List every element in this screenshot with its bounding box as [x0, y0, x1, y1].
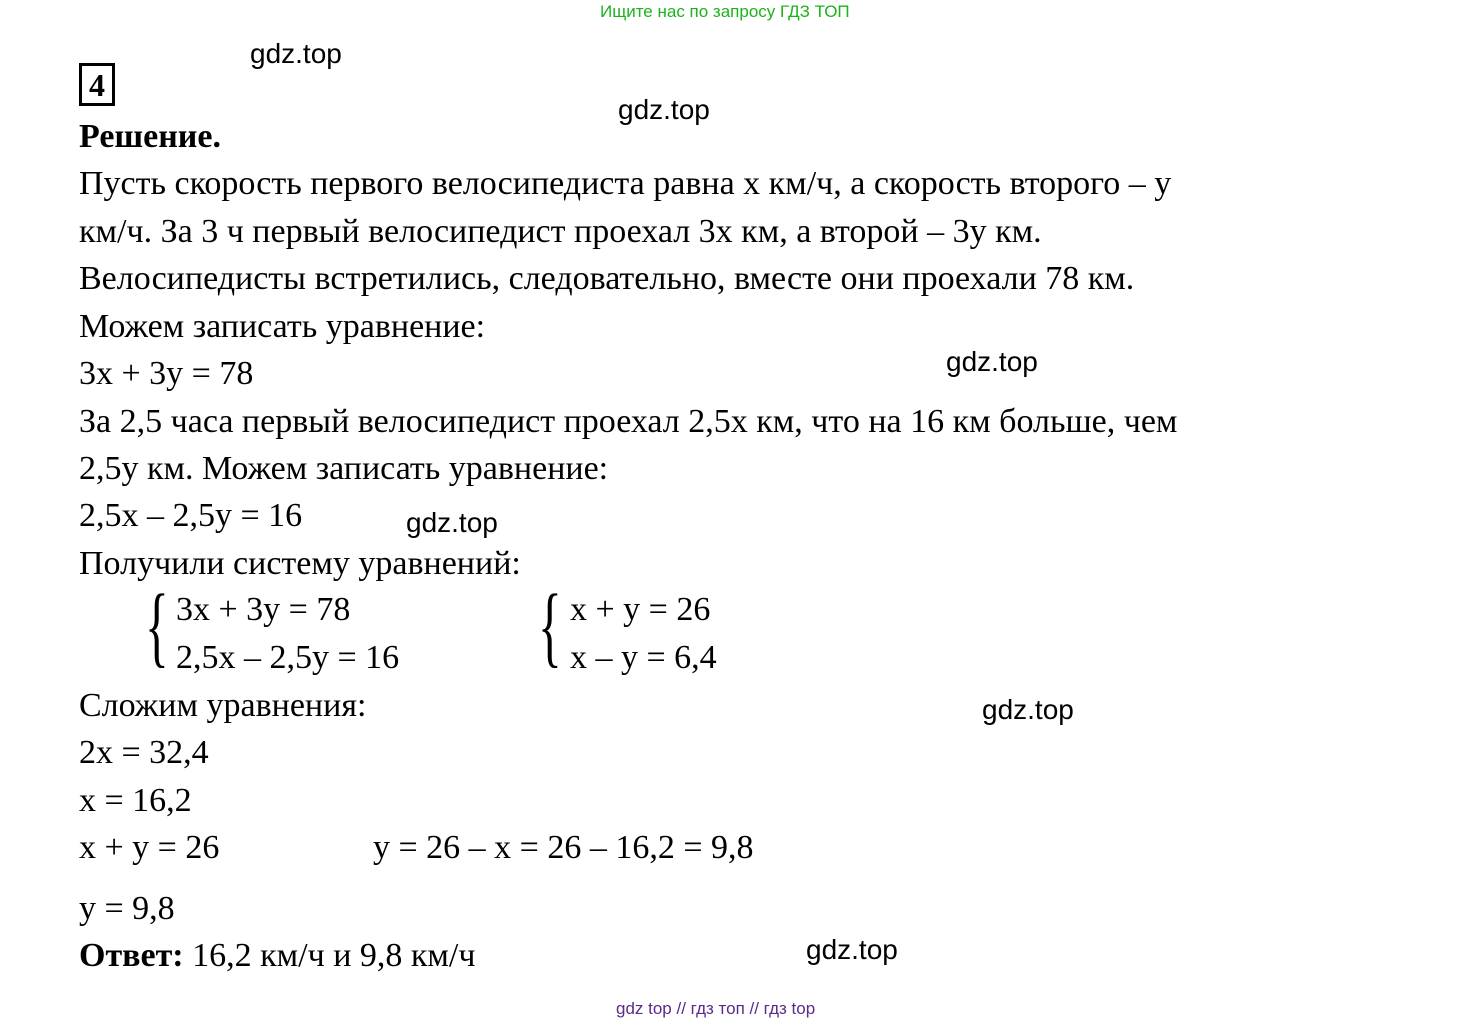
search-banner: Ищите нас по запросу ГДЗ ТОП [600, 2, 850, 21]
brace-icon: { [145, 577, 169, 676]
watermark: gdz.top [946, 346, 1038, 377]
watermark: gdz.top [406, 507, 498, 538]
answer-label: Ответ: [79, 937, 184, 974]
equation-line: 3x + 3y = 78 [79, 355, 254, 392]
text-line: км/ч. За 3 ч первый велосипедист проехал 3x км, а второй – 3y км. [79, 213, 1042, 250]
watermark: gdz.top [806, 934, 898, 965]
equation-line: y = 26 – x = 26 – 16,2 = 9,8 [373, 829, 754, 866]
text-line: За 2,5 часа первый велосипедист проехал 2,5x км, что на 16 км больше, чем [79, 403, 1178, 440]
text-line: Можем записать уравнение: [79, 308, 486, 345]
equation-line: 2x = 32,4 [79, 734, 209, 771]
system2-eq1: x + y = 26 [570, 591, 711, 628]
text-line: Пусть скорость первого велосипедиста равна x км/ч, а скорость второго – y [79, 165, 1172, 202]
brace-icon: { [538, 577, 562, 676]
watermark: gdz.top [618, 94, 710, 125]
watermark: gdz.top [250, 38, 342, 69]
equation-line: x + y = 26 [79, 829, 220, 866]
solution-heading: Решение. [79, 118, 221, 155]
equation-line: 2,5x – 2,5y = 16 [79, 497, 303, 534]
answer-text: 16,2 км/ч и 9,8 км/ч [192, 937, 476, 974]
equation-line: x = 16,2 [79, 782, 192, 819]
problem-number: 4 [79, 63, 115, 106]
watermark: gdz.top [982, 694, 1074, 725]
footer-links[interactable]: gdz top // гдз топ // гдз top [616, 999, 816, 1018]
system1-eq1: 3x + 3y = 78 [176, 591, 351, 628]
text-line: 2,5y км. Можем записать уравнение: [79, 450, 609, 487]
text-line: Сложим уравнения: [79, 687, 367, 724]
system1-eq2: 2,5x – 2,5y = 16 [176, 639, 400, 676]
text-line: Получили систему уравнений: [79, 545, 521, 582]
equation-line: y = 9,8 [79, 890, 175, 927]
system2-eq2: x – y = 6,4 [570, 639, 717, 676]
text-line: Велосипедисты встретились, следовательно, вместе они проехали 78 км. [79, 260, 1135, 297]
answer-line [79, 939, 475, 973]
